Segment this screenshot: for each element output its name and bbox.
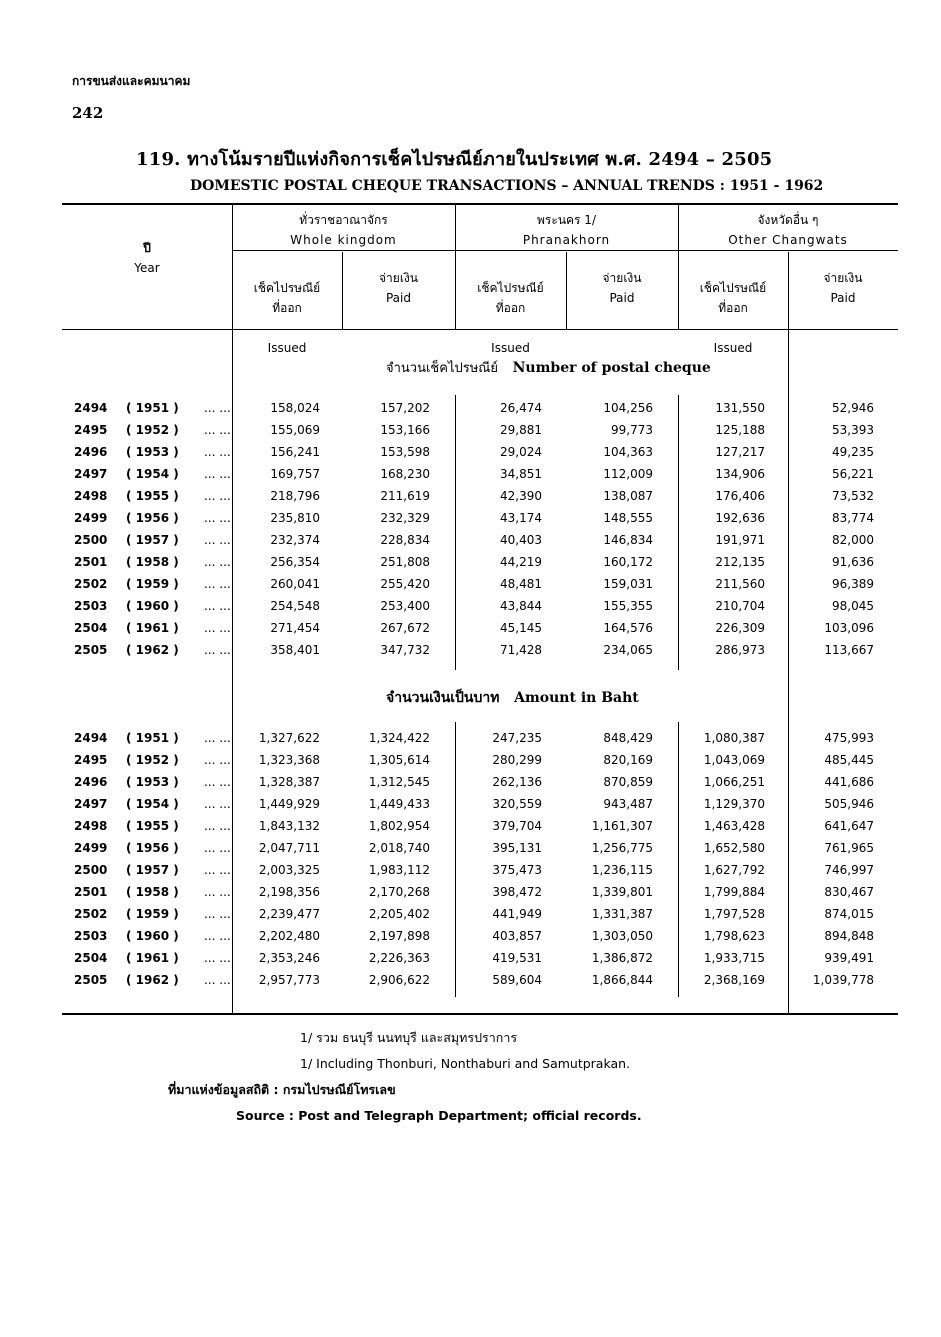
year-ce-cell: ( 1955 ) bbox=[126, 489, 179, 503]
value-cell: 91,636 bbox=[832, 555, 874, 569]
value-cell: 232,329 bbox=[380, 511, 430, 525]
value-cell: 1,039,778 bbox=[812, 973, 874, 987]
table-row bbox=[62, 486, 898, 508]
leader-dots: ... ... bbox=[204, 907, 231, 921]
value-cell: 1,802,954 bbox=[368, 819, 430, 833]
group-label-en: Whole kingdom bbox=[290, 233, 397, 247]
table-row bbox=[62, 816, 898, 838]
value-cell: 1,797,528 bbox=[703, 907, 765, 921]
leader-dots: ... ... bbox=[204, 841, 231, 855]
value-cell: 159,031 bbox=[603, 577, 653, 591]
year-ce-cell: ( 1961 ) bbox=[126, 951, 179, 965]
table-row bbox=[62, 552, 898, 574]
value-cell: 254,548 bbox=[270, 599, 320, 613]
value-cell: 2,906,622 bbox=[368, 973, 430, 987]
value-cell: 99,773 bbox=[611, 423, 653, 437]
value-cell: 153,598 bbox=[380, 445, 430, 459]
year-ce-cell: ( 1953 ) bbox=[126, 775, 179, 789]
subheader-issued-en: Issued bbox=[491, 341, 530, 355]
year-be-cell: 2505 bbox=[74, 973, 108, 987]
value-cell: 441,949 bbox=[492, 907, 542, 921]
subheader-paid-thai: จ่ายเงิน bbox=[379, 271, 418, 285]
value-cell: 441,686 bbox=[824, 775, 874, 789]
subheader-paid-en: Paid bbox=[609, 291, 635, 305]
value-cell: 820,169 bbox=[603, 753, 653, 767]
value-cell: 56,221 bbox=[832, 467, 874, 481]
value-cell: 746,997 bbox=[824, 863, 874, 877]
value-cell: 256,354 bbox=[270, 555, 320, 569]
value-cell: 211,560 bbox=[715, 577, 765, 591]
value-cell: 148,555 bbox=[603, 511, 653, 525]
value-cell: 228,834 bbox=[380, 533, 430, 547]
value-cell: 164,576 bbox=[603, 621, 653, 635]
year-ce-cell: ( 1954 ) bbox=[126, 797, 179, 811]
group-other-changwats bbox=[678, 210, 898, 250]
year-ce-cell: ( 1953 ) bbox=[126, 445, 179, 459]
value-cell: 2,047,711 bbox=[258, 841, 320, 855]
value-cell: 43,844 bbox=[500, 599, 542, 613]
value-cell: 40,403 bbox=[500, 533, 542, 547]
table-row bbox=[62, 596, 898, 618]
leader-dots: ... ... bbox=[204, 797, 231, 811]
year-ce-cell: ( 1952 ) bbox=[126, 753, 179, 767]
value-cell: 155,069 bbox=[270, 423, 320, 437]
value-cell: 1,798,623 bbox=[703, 929, 765, 943]
year-ce-cell: ( 1960 ) bbox=[126, 929, 179, 943]
table-row bbox=[62, 750, 898, 772]
table-row bbox=[62, 618, 898, 640]
value-cell: 134,906 bbox=[715, 467, 765, 481]
value-cell: 218,796 bbox=[270, 489, 320, 503]
value-cell: 169,757 bbox=[270, 467, 320, 481]
table-row bbox=[62, 772, 898, 794]
value-cell: 2,226,363 bbox=[368, 951, 430, 965]
source-thai: ที่มาแห่งข้อมูลสถิติ : กรมไปรษณีย์โทรเลข bbox=[168, 1082, 396, 1097]
value-cell: 1,386,872 bbox=[591, 951, 653, 965]
year-be-cell: 2501 bbox=[74, 555, 108, 569]
table-row bbox=[62, 970, 898, 992]
value-cell: 112,009 bbox=[603, 467, 653, 481]
subheader-issued-thai: เช็คไปรษณีย์ ที่ออก bbox=[253, 281, 321, 315]
leader-dots: ... ... bbox=[204, 863, 231, 877]
value-cell: 485,445 bbox=[824, 753, 874, 767]
table-row bbox=[62, 728, 898, 750]
value-cell: 761,965 bbox=[824, 841, 874, 855]
value-cell: 267,672 bbox=[380, 621, 430, 635]
value-cell: 44,219 bbox=[500, 555, 542, 569]
leader-dots: ... ... bbox=[204, 973, 231, 987]
source-english: Source : Post and Telegraph Department; official records. bbox=[236, 1108, 642, 1123]
leader-dots: ... ... bbox=[204, 775, 231, 789]
value-cell: 104,256 bbox=[603, 401, 653, 415]
year-be-cell: 2504 bbox=[74, 621, 108, 635]
group-label-en: Other Changwats bbox=[728, 233, 848, 247]
value-cell: 260,041 bbox=[270, 577, 320, 591]
value-cell: 255,420 bbox=[380, 577, 430, 591]
value-cell: 155,355 bbox=[603, 599, 653, 613]
year-be-cell: 2500 bbox=[74, 533, 108, 547]
section-title-thai: จำนวนเงินเป็นบาท bbox=[386, 690, 500, 706]
footnote-english: 1/ Including Thonburi, Nonthaburi and Samutprakan. bbox=[300, 1056, 631, 1071]
value-cell: 232,374 bbox=[270, 533, 320, 547]
value-cell: 34,851 bbox=[500, 467, 542, 481]
year-be-cell: 2502 bbox=[74, 907, 108, 921]
value-cell: 2,197,898 bbox=[368, 929, 430, 943]
value-cell: 52,946 bbox=[832, 401, 874, 415]
value-cell: 191,971 bbox=[715, 533, 765, 547]
subheader-issued-en: Issued bbox=[267, 341, 307, 355]
subheader-issued bbox=[232, 258, 342, 378]
value-cell: 138,087 bbox=[603, 489, 653, 503]
year-be-cell: 2502 bbox=[74, 577, 108, 591]
value-cell: 125,188 bbox=[715, 423, 765, 437]
table-row bbox=[62, 640, 898, 662]
value-cell: 2,170,268 bbox=[368, 885, 430, 899]
value-cell: 176,406 bbox=[715, 489, 765, 503]
year-ce-cell: ( 1957 ) bbox=[126, 533, 179, 547]
leader-dots: ... ... bbox=[204, 555, 231, 569]
year-ce-cell: ( 1954 ) bbox=[126, 467, 179, 481]
table-row bbox=[62, 860, 898, 882]
value-cell: 894,848 bbox=[824, 929, 874, 943]
group-label-thai: จังหวัดอื่น ๆ bbox=[757, 213, 819, 227]
value-cell: 848,429 bbox=[603, 731, 653, 745]
value-cell: 1,303,050 bbox=[591, 929, 653, 943]
table-row bbox=[62, 794, 898, 816]
year-be-cell: 2497 bbox=[74, 467, 108, 481]
value-cell: 939,491 bbox=[824, 951, 874, 965]
table-row bbox=[62, 882, 898, 904]
value-cell: 1,305,614 bbox=[368, 753, 430, 767]
subheader-issued-thai: เช็คไปรษณีย์ ที่ออก bbox=[699, 281, 767, 315]
year-ce-cell: ( 1956 ) bbox=[126, 511, 179, 525]
value-cell: 253,400 bbox=[380, 599, 430, 613]
value-cell: 2,368,169 bbox=[703, 973, 765, 987]
year-ce-cell: ( 1962 ) bbox=[126, 973, 179, 987]
value-cell: 153,166 bbox=[380, 423, 430, 437]
value-cell: 82,000 bbox=[832, 533, 874, 547]
section-title-amount bbox=[386, 687, 639, 709]
year-be-cell: 2505 bbox=[74, 643, 108, 657]
value-cell: 247,235 bbox=[492, 731, 542, 745]
leader-dots: ... ... bbox=[204, 511, 231, 525]
value-cell: 45,145 bbox=[500, 621, 542, 635]
value-cell: 505,946 bbox=[824, 797, 874, 811]
table-row bbox=[62, 420, 898, 442]
value-cell: 1,312,545 bbox=[368, 775, 430, 789]
year-ce-cell: ( 1955 ) bbox=[126, 819, 179, 833]
value-cell: 271,454 bbox=[270, 621, 320, 635]
subheader-paid-en: Paid bbox=[830, 291, 856, 305]
value-cell: 211,619 bbox=[380, 489, 430, 503]
year-be-cell: 2494 bbox=[74, 401, 108, 415]
table-row bbox=[62, 904, 898, 926]
value-cell: 1,327,622 bbox=[258, 731, 320, 745]
value-cell: 53,393 bbox=[832, 423, 874, 437]
leader-dots: ... ... bbox=[204, 423, 231, 437]
value-cell: 2,239,477 bbox=[258, 907, 320, 921]
group-phranakhorn bbox=[455, 210, 678, 250]
year-be-cell: 2498 bbox=[74, 489, 108, 503]
value-cell: 475,993 bbox=[824, 731, 874, 745]
year-ce-cell: ( 1952 ) bbox=[126, 423, 179, 437]
value-cell: 104,363 bbox=[603, 445, 653, 459]
year-be-cell: 2499 bbox=[74, 511, 108, 525]
value-cell: 2,957,773 bbox=[258, 973, 320, 987]
value-cell: 48,481 bbox=[500, 577, 542, 591]
value-cell: 1,652,580 bbox=[703, 841, 765, 855]
year-ce-cell: ( 1958 ) bbox=[126, 885, 179, 899]
value-cell: 157,202 bbox=[380, 401, 430, 415]
year-ce-cell: ( 1958 ) bbox=[126, 555, 179, 569]
value-cell: 71,428 bbox=[500, 643, 542, 657]
value-cell: 29,024 bbox=[500, 445, 542, 459]
value-cell: 403,857 bbox=[492, 929, 542, 943]
leader-dots: ... ... bbox=[204, 885, 231, 899]
value-cell: 127,217 bbox=[715, 445, 765, 459]
value-cell: 870,859 bbox=[603, 775, 653, 789]
leader-dots: ... ... bbox=[204, 643, 231, 657]
year-be-cell: 2494 bbox=[74, 731, 108, 745]
group-label-en: Phranakhorn bbox=[522, 233, 611, 247]
value-cell: 1,331,387 bbox=[591, 907, 653, 921]
year-ce-cell: ( 1962 ) bbox=[126, 643, 179, 657]
section-title-en: Amount in Baht bbox=[514, 690, 639, 706]
value-cell: 2,018,740 bbox=[368, 841, 430, 855]
subheader-paid-thai: จ่ายเงิน bbox=[823, 271, 863, 285]
value-cell: 192,636 bbox=[715, 511, 765, 525]
value-cell: 113,667 bbox=[824, 643, 874, 657]
leader-dots: ... ... bbox=[204, 467, 231, 481]
year-be-cell: 2496 bbox=[74, 775, 108, 789]
leader-dots: ... ... bbox=[204, 533, 231, 547]
value-cell: 131,550 bbox=[715, 401, 765, 415]
year-header-thai: ปี bbox=[143, 241, 151, 255]
value-cell: 830,467 bbox=[824, 885, 874, 899]
value-cell: 1,933,715 bbox=[703, 951, 765, 965]
value-cell: 398,472 bbox=[492, 885, 542, 899]
year-be-cell: 2503 bbox=[74, 929, 108, 943]
table-title-english: DOMESTIC POSTAL CHEQUE TRANSACTIONS – ANNUAL TRENDS : 1951 - 1962 bbox=[190, 178, 824, 194]
year-ce-cell: ( 1951 ) bbox=[126, 731, 179, 745]
value-cell: 589,604 bbox=[492, 973, 542, 987]
leader-dots: ... ... bbox=[204, 599, 231, 613]
value-cell: 641,647 bbox=[824, 819, 874, 833]
table-row bbox=[62, 442, 898, 464]
year-ce-cell: ( 1960 ) bbox=[126, 599, 179, 613]
value-cell: 1,324,422 bbox=[368, 731, 430, 745]
table-row bbox=[62, 530, 898, 552]
leader-dots: ... ... bbox=[204, 621, 231, 635]
value-cell: 234,065 bbox=[603, 643, 653, 657]
value-cell: 2,003,325 bbox=[258, 863, 320, 877]
year-ce-cell: ( 1951 ) bbox=[126, 401, 179, 415]
subheader-paid bbox=[342, 268, 455, 308]
table-row bbox=[62, 508, 898, 530]
leader-dots: ... ... bbox=[204, 401, 231, 415]
value-cell: 210,704 bbox=[715, 599, 765, 613]
value-cell: 1,236,115 bbox=[591, 863, 653, 877]
value-cell: 1,129,370 bbox=[703, 797, 765, 811]
value-cell: 168,230 bbox=[380, 467, 430, 481]
subheader-paid-en: Paid bbox=[385, 291, 411, 305]
value-cell: 42,390 bbox=[500, 489, 542, 503]
value-cell: 43,174 bbox=[500, 511, 542, 525]
leader-dots: ... ... bbox=[204, 445, 231, 459]
group-whole-kingdom bbox=[232, 210, 455, 250]
value-cell: 212,135 bbox=[715, 555, 765, 569]
value-cell: 1,339,801 bbox=[591, 885, 653, 899]
value-cell: 1,843,132 bbox=[258, 819, 320, 833]
value-cell: 49,235 bbox=[832, 445, 874, 459]
value-cell: 1,256,775 bbox=[591, 841, 653, 855]
year-be-cell: 2500 bbox=[74, 863, 108, 877]
value-cell: 73,532 bbox=[832, 489, 874, 503]
group-label-thai: พระนคร 1/ bbox=[537, 213, 596, 227]
value-cell: 1,627,792 bbox=[703, 863, 765, 877]
footnote-thai: 1/ รวม ธนบุรี นนทบุรี และสมุทรปราการ bbox=[300, 1030, 518, 1045]
leader-dots: ... ... bbox=[204, 731, 231, 745]
value-cell: 1,043,069 bbox=[703, 753, 765, 767]
leader-dots: ... ... bbox=[204, 577, 231, 591]
value-cell: 1,323,368 bbox=[258, 753, 320, 767]
year-be-cell: 2495 bbox=[74, 753, 108, 767]
year-be-cell: 2495 bbox=[74, 423, 108, 437]
table-row bbox=[62, 398, 898, 420]
table-top-rule bbox=[62, 203, 898, 205]
group-divider-rule bbox=[232, 250, 898, 251]
subheader-paid-thai: จ่ายเงิน bbox=[602, 271, 642, 285]
year-be-cell: 2501 bbox=[74, 885, 108, 899]
value-cell: 29,881 bbox=[500, 423, 542, 437]
year-be-cell: 2503 bbox=[74, 599, 108, 613]
table-title-thai: 119. ทางโน้มรายปีแห่งกิจการเช็คไปรษณีย์ภายในประเทศ พ.ศ. 2494 – 2505 bbox=[136, 149, 773, 170]
value-cell: 286,973 bbox=[715, 643, 765, 657]
year-be-cell: 2504 bbox=[74, 951, 108, 965]
value-cell: 379,704 bbox=[492, 819, 542, 833]
value-cell: 103,096 bbox=[824, 621, 874, 635]
value-cell: 2,205,402 bbox=[368, 907, 430, 921]
value-cell: 1,080,387 bbox=[703, 731, 765, 745]
value-cell: 320,559 bbox=[492, 797, 542, 811]
group-label-thai: ทั่วราชอาณาจักร bbox=[299, 213, 388, 227]
value-cell: 156,241 bbox=[270, 445, 320, 459]
section-title-count bbox=[386, 357, 711, 378]
year-be-cell: 2496 bbox=[74, 445, 108, 459]
value-cell: 1,463,428 bbox=[703, 819, 765, 833]
subheader-paid bbox=[788, 268, 898, 308]
table-row bbox=[62, 464, 898, 486]
section-title-thai: จำนวนเช็คไปรษณีย์ bbox=[386, 361, 498, 376]
year-ce-cell: ( 1957 ) bbox=[126, 863, 179, 877]
value-cell: 2,202,480 bbox=[258, 929, 320, 943]
leader-dots: ... ... bbox=[204, 929, 231, 943]
table-row bbox=[62, 948, 898, 970]
table-bottom-rule bbox=[62, 1013, 898, 1015]
value-cell: 2,198,356 bbox=[258, 885, 320, 899]
chapter-header: การขนส่งและคมนาคม bbox=[72, 74, 191, 88]
value-cell: 160,172 bbox=[603, 555, 653, 569]
leader-dots: ... ... bbox=[204, 753, 231, 767]
section-title-en: Number of postal cheque bbox=[512, 360, 711, 376]
leader-dots: ... ... bbox=[204, 951, 231, 965]
value-cell: 1,799,884 bbox=[703, 885, 765, 899]
value-cell: 358,401 bbox=[270, 643, 320, 657]
value-cell: 1,161,307 bbox=[591, 819, 653, 833]
value-cell: 158,024 bbox=[270, 401, 320, 415]
value-cell: 146,834 bbox=[603, 533, 653, 547]
value-cell: 943,487 bbox=[603, 797, 653, 811]
table-row bbox=[62, 574, 898, 596]
value-cell: 1,449,929 bbox=[258, 797, 320, 811]
value-cell: 1,328,387 bbox=[258, 775, 320, 789]
value-cell: 1,449,433 bbox=[368, 797, 430, 811]
year-be-cell: 2498 bbox=[74, 819, 108, 833]
subheader-paid bbox=[566, 268, 678, 308]
value-cell: 1,066,251 bbox=[703, 775, 765, 789]
value-cell: 2,353,246 bbox=[258, 951, 320, 965]
value-cell: 98,045 bbox=[832, 599, 874, 613]
year-header-en: Year bbox=[134, 261, 160, 275]
value-cell: 83,774 bbox=[832, 511, 874, 525]
value-cell: 262,136 bbox=[492, 775, 542, 789]
value-cell: 419,531 bbox=[492, 951, 542, 965]
year-ce-cell: ( 1961 ) bbox=[126, 621, 179, 635]
leader-dots: ... ... bbox=[204, 819, 231, 833]
value-cell: 226,309 bbox=[715, 621, 765, 635]
value-cell: 251,808 bbox=[380, 555, 430, 569]
year-ce-cell: ( 1959 ) bbox=[126, 577, 179, 591]
year-be-cell: 2497 bbox=[74, 797, 108, 811]
value-cell: 347,732 bbox=[380, 643, 430, 657]
page-number: 242 bbox=[72, 104, 104, 122]
subheader-issued-en: Issued bbox=[713, 341, 753, 355]
table-row bbox=[62, 838, 898, 860]
value-cell: 280,299 bbox=[492, 753, 542, 767]
year-ce-cell: ( 1959 ) bbox=[126, 907, 179, 921]
leader-dots: ... ... bbox=[204, 489, 231, 503]
table-row bbox=[62, 926, 898, 948]
subheader-issued-thai: เช็คไปรษณีย์ ที่ออก bbox=[477, 281, 544, 315]
value-cell: 874,015 bbox=[824, 907, 874, 921]
value-cell: 375,473 bbox=[492, 863, 542, 877]
value-cell: 395,131 bbox=[492, 841, 542, 855]
value-cell: 1,866,844 bbox=[591, 973, 653, 987]
year-ce-cell: ( 1956 ) bbox=[126, 841, 179, 855]
year-be-cell: 2499 bbox=[74, 841, 108, 855]
value-cell: 96,389 bbox=[832, 577, 874, 591]
value-cell: 26,474 bbox=[500, 401, 542, 415]
value-cell: 1,983,112 bbox=[368, 863, 430, 877]
year-header bbox=[62, 238, 232, 278]
value-cell: 235,810 bbox=[270, 511, 320, 525]
